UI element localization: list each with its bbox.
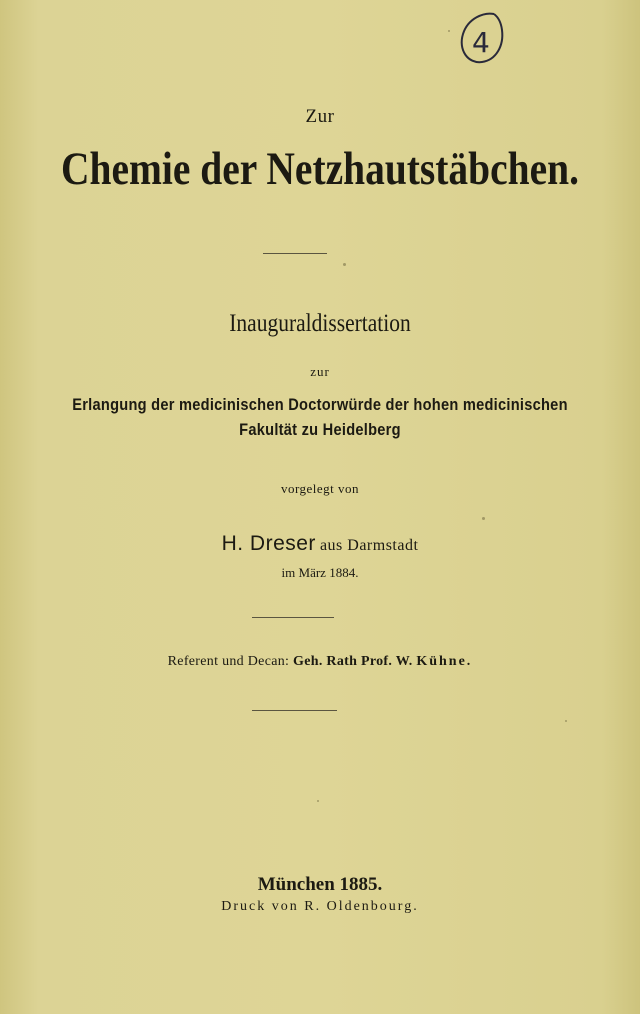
referent-label: Referent und Decan: bbox=[167, 654, 290, 669]
title-prefix: Zur bbox=[305, 106, 335, 127]
purpose-line-2: Fakultät zu Heidelberg bbox=[239, 420, 401, 439]
divider-rule bbox=[252, 617, 334, 618]
author-line bbox=[0, 532, 640, 556]
submission-date: im März 1884. bbox=[281, 565, 359, 580]
presented-by: vorgelegt von bbox=[280, 481, 360, 496]
referent-title: Geh. Rath Prof. W. bbox=[293, 654, 413, 669]
handwritten-page-number-icon bbox=[454, 10, 510, 68]
author-name: H. Dreser bbox=[221, 532, 316, 555]
author-origin: aus Darmstadt bbox=[319, 537, 419, 554]
dissertation-type: Inauguraldissertation bbox=[229, 310, 411, 337]
divider-rule bbox=[263, 253, 327, 254]
referent-line bbox=[0, 654, 640, 670]
place-year: München 1885. bbox=[257, 874, 383, 895]
divider-rule bbox=[252, 710, 337, 711]
referent-name: Kühne. bbox=[416, 654, 473, 669]
printer: Druck von R. Oldenbourg. bbox=[221, 899, 419, 914]
main-title: Chemie der Netzhautstäbchen. bbox=[61, 143, 579, 195]
purpose-line-1: Erlangung der medicinischen Doctorwürde der hohen medicinischen bbox=[72, 395, 568, 414]
connector-word: zur bbox=[310, 364, 330, 379]
page-number-text: 4 bbox=[472, 26, 490, 59]
